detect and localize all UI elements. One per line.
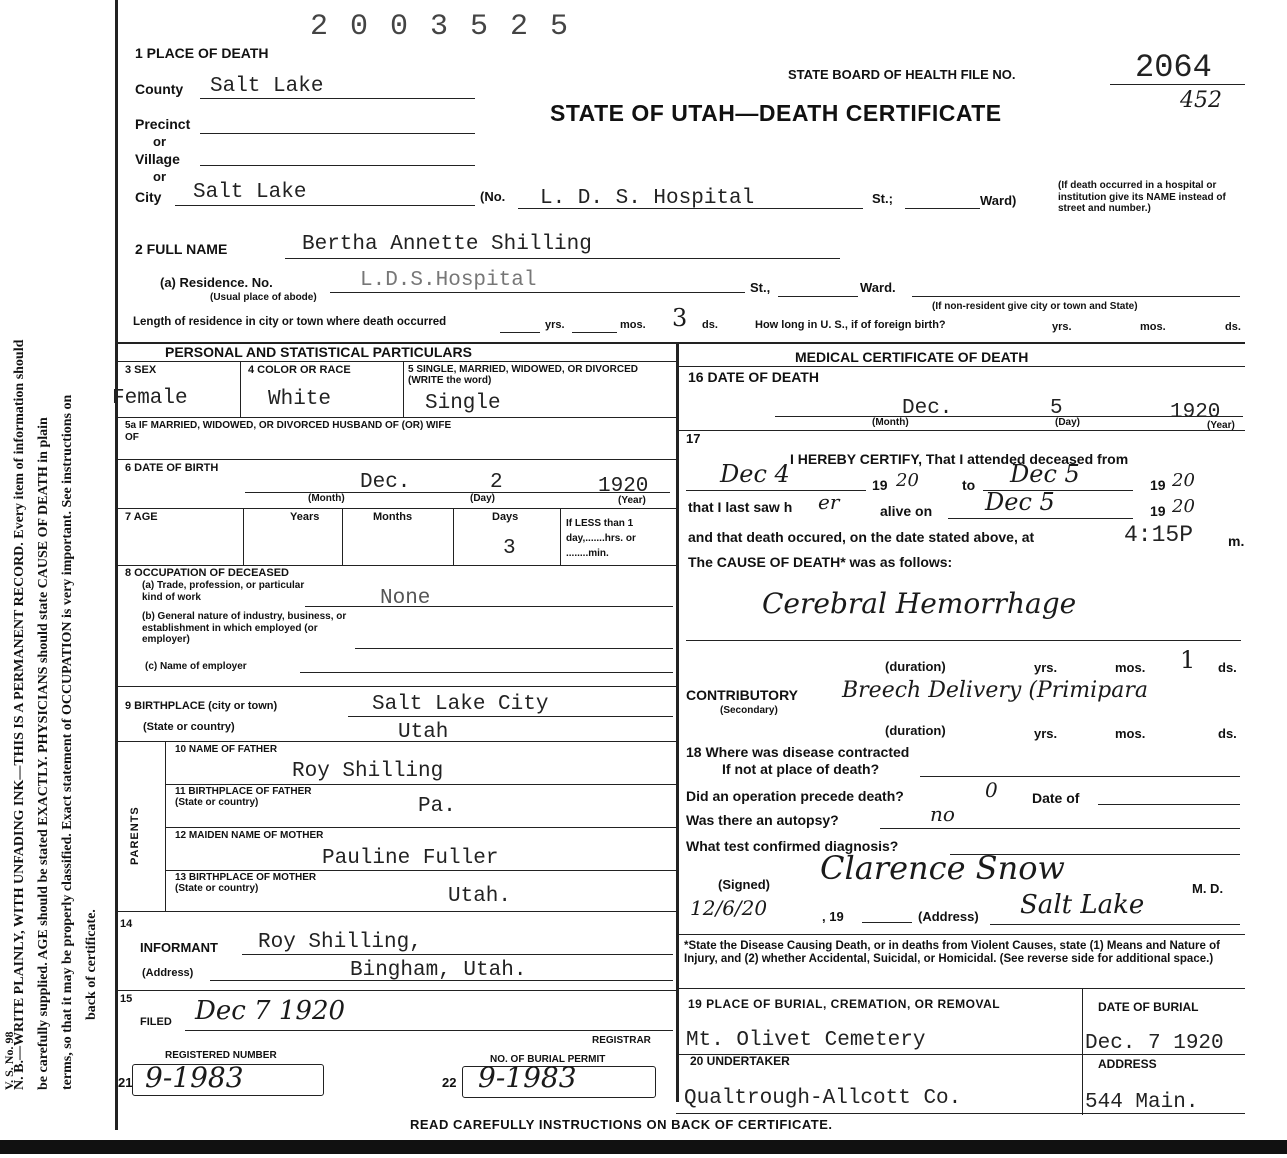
length-yrs-line — [500, 332, 540, 333]
row-rule-8 — [165, 827, 676, 828]
certify-number: 17 — [686, 431, 701, 446]
full-name-value: Bertha Annette Shilling — [302, 233, 592, 256]
file-no-value: 2064 — [1135, 49, 1212, 86]
employer-label: (c) Name of employer — [145, 661, 247, 672]
mother-name-value: Pauline Fuller — [322, 847, 499, 870]
last-saw-pronoun: er — [818, 490, 840, 514]
informant-value: Roy Shilling, — [258, 931, 422, 954]
date-of-death-label: 16 DATE OF DEATH — [688, 369, 819, 385]
death-day-cap: (Day) — [1055, 417, 1081, 428]
ward-line — [905, 208, 980, 209]
md-label: M. D. — [1192, 881, 1224, 896]
margin-instructions-1: N. B.—WRITE PLAINLY, WITH UNFADING INK—THIS IS A PERMANENT RECORD. Every item of information should — [12, 339, 27, 1090]
burial-place-label: 19 PLACE OF BURIAL, CREMATION, OR REMOVAL — [688, 997, 1001, 1011]
filed-label: FILED — [140, 1016, 172, 1028]
burial-divider — [1082, 988, 1083, 1115]
last-saw-label: that I last saw h — [688, 499, 793, 515]
physician-address-value: Salt Lake — [1020, 890, 1145, 920]
occupation-b-line — [355, 648, 673, 649]
alive-on-value: Dec 5 — [985, 488, 1055, 516]
informant-label: INFORMANT — [140, 940, 218, 955]
residence-ward-label: Ward. — [860, 280, 896, 295]
foreign-birth-label: How long in U. S., if of foreign birth? — [755, 319, 946, 331]
age-divider-4 — [560, 508, 561, 565]
registrar-label: REGISTRAR — [592, 1035, 651, 1046]
street-no-label: (No. — [480, 189, 506, 204]
death-day-value: 5 — [1050, 397, 1063, 420]
personal-section-title: PERSONAL AND STATISTICAL PARTICULARS — [165, 344, 472, 360]
death-time-value: 4:15P — [1124, 522, 1194, 548]
spouse-label: 5a IF MARRIED, WIDOWED, OR DIVORCED HUSBAND OF (OR) WIFE OF — [125, 420, 452, 443]
from-line — [686, 490, 866, 491]
footer-instructions: READ CAREFULLY INSTRUCTIONS ON BACK OF CERTIFICATE. — [410, 1117, 833, 1132]
full-name-line — [285, 258, 840, 259]
death-year-cap: (Year) — [1207, 420, 1235, 431]
row-rule-5 — [115, 686, 676, 687]
medical-rule-1 — [676, 430, 1245, 431]
age-years-cap: Years — [290, 511, 320, 523]
operation-value: 0 — [985, 778, 998, 802]
attended-from-value: Dec 4 — [720, 460, 790, 488]
occupation-label: 8 OCCUPATION OF DECEASED — [125, 567, 289, 579]
residence-street-line — [778, 296, 858, 297]
village-label: Village — [135, 151, 180, 167]
cause-yrs-label: yrs. — [1034, 660, 1058, 675]
mother-birthplace-value: Utah. — [448, 885, 512, 908]
margin-instructions-2: be carefully supplied. AGE should be stated EXACTLY. PHYSICIANS should state CAUSE OF DEATH in plain — [36, 417, 51, 1090]
street-line — [518, 208, 863, 209]
signed-year-line — [862, 922, 912, 923]
informant-address-label: (Address) — [142, 967, 194, 979]
margin-instructions-4: back of certificate. — [84, 909, 99, 1020]
city-value: Salt Lake — [193, 181, 307, 204]
father-name-label: 10 NAME OF FATHER — [175, 744, 278, 755]
medical-title-rule — [676, 366, 1245, 367]
contrib-yrs-label: yrs. — [1034, 726, 1058, 741]
medical-section-title: MEDICAL CERTIFICATE OF DEATH — [795, 349, 1029, 365]
length-of-residence-label: Length of residence in city or town where death occurred — [133, 316, 447, 328]
medical-rule-3 — [676, 988, 1245, 989]
certificate-title: STATE OF UTAH—DEATH CERTIFICATE — [550, 100, 1002, 126]
mother-name-label: 12 MAIDEN NAME OF MOTHER — [175, 830, 324, 841]
operation-label: Did an operation precede death? — [686, 788, 904, 804]
ward-label: Ward) — [980, 193, 1017, 208]
medical-rule-5 — [676, 1113, 1245, 1114]
stamp-number: 2 0 0 3 5 2 5 — [310, 10, 571, 44]
place-of-death-label: 1 PLACE OF DEATH — [135, 45, 269, 61]
footnote: *State the Disease Causing Death, or in deaths from Violent Causes, state (1) Means and Nature of Injury, and (2) whether Accidental, Suicidal, or Homicidal. (See reverse side for additional space.) — [684, 940, 1220, 965]
physician-address-line — [990, 924, 1240, 925]
permit-field-number: 22 — [442, 1075, 457, 1090]
row-rule-11 — [115, 990, 676, 991]
to-year-value: 20 — [1172, 470, 1195, 491]
contrib-mos-label: mos. — [1115, 726, 1146, 741]
burial-permit-label: NO. OF BURIAL PERMIT — [490, 1054, 606, 1065]
county-value: Salt Lake — [210, 75, 324, 98]
m-label: m. — [1228, 533, 1245, 549]
certify-statement: I HEREBY CERTIFY, That I attended deceased from — [790, 451, 1129, 467]
residence-label: (a) Residence. No. — [160, 275, 273, 290]
length-mos-label: mos. — [620, 319, 646, 331]
color-label: 4 COLOR OR RACE — [248, 364, 351, 376]
residence-ward-line — [912, 296, 1240, 297]
row-rule-1 — [115, 417, 676, 418]
file-no-label: STATE BOARD OF HEALTH FILE NO. — [788, 67, 1016, 82]
residence-value: L.D.S.Hospital — [360, 269, 537, 292]
signed-19-label: , 19 — [822, 909, 844, 924]
contributory-value: Breech Delivery (Primipara — [842, 678, 1148, 703]
dob-year-cap: (Year) — [618, 495, 646, 506]
length-yrs-label: yrs. — [545, 319, 565, 331]
burial-date-value: Dec. 7 1920 — [1085, 1032, 1224, 1055]
to-19-label: 19 — [1150, 477, 1166, 493]
file-sub-value: 452 — [1180, 88, 1222, 113]
county-line — [200, 98, 475, 99]
father-birthplace-value: Pa. — [418, 795, 456, 818]
registered-number-value: 9-1983 — [145, 1061, 244, 1094]
age-divider-3 — [453, 508, 454, 565]
where-sub-label: If not at place of death? — [722, 761, 880, 777]
hospital-note: (If death occurred in a hospital or institution give its NAME instead of street and number.) — [1058, 180, 1226, 214]
city-line — [175, 205, 475, 206]
contrib-days-label: ds. — [1218, 726, 1237, 741]
sex-value: Female — [112, 387, 188, 410]
filed-number: 15 — [120, 993, 133, 1005]
attended-to-value: Dec 5 — [1010, 460, 1080, 488]
parents-divider — [165, 741, 166, 911]
or-label-2: or — [153, 169, 166, 184]
from-19-label: 19 — [872, 477, 888, 493]
occupation-b-label: (b) General nature of industry, business, or establishment in which employed (or employer) — [142, 611, 347, 645]
personal-title-rule — [115, 361, 676, 362]
burial-date-label: DATE OF BURIAL — [1098, 1000, 1199, 1014]
alive-year-value: 20 — [1172, 496, 1195, 517]
color-divider — [403, 361, 404, 417]
signed-label: (Signed) — [718, 877, 770, 892]
autopsy-value: no — [930, 802, 955, 826]
informant-number: 14 — [120, 918, 133, 930]
cause-days-value: 1 — [1180, 646, 1196, 674]
where-contracted-label: 18 Where was disease contracted — [686, 744, 910, 760]
filed-value: Dec 7 1920 — [195, 996, 346, 1026]
occupation-a-label: (a) Trade, profession, or particular kind of work — [142, 580, 305, 603]
row-rule-10 — [115, 911, 676, 912]
filed-line — [185, 1030, 673, 1031]
employer-line — [300, 672, 673, 673]
death-year-value: 1920 — [1170, 401, 1221, 424]
residence-line — [330, 292, 745, 293]
age-divider-1 — [243, 508, 244, 565]
residence-sub: (Usual place of abode) — [210, 292, 317, 303]
contributory-label: CONTRIBUTORY — [686, 687, 798, 703]
foreign-mos-label: mos. — [1140, 321, 1166, 333]
marital-value: Single — [425, 392, 501, 415]
county-label: County — [135, 81, 184, 97]
cause-duration-label: (duration) — [885, 659, 946, 674]
precinct-label: Precinct — [135, 116, 191, 132]
burial-place-value: Mt. Olivet Cemetery — [686, 1029, 926, 1052]
sex-label: 3 SEX — [125, 364, 157, 376]
cause-line — [686, 640, 1241, 641]
street-label: St.; — [872, 191, 893, 206]
sex-divider — [240, 361, 241, 417]
residence-street-label: St., — [750, 280, 771, 295]
dob-day-cap: (Day) — [470, 493, 496, 504]
dob-year-value: 1920 — [598, 475, 649, 498]
undertaker-label: 20 UNDERTAKER — [690, 1054, 790, 1068]
dob-month-value: Dec. — [360, 471, 411, 494]
age-months-cap: Months — [373, 511, 413, 523]
row-rule-6 — [115, 741, 676, 742]
bottom-edge — [0, 1140, 1287, 1154]
birthplace-label: 9 BIRTHPLACE (city or town) — [125, 700, 278, 712]
or-label: or — [153, 134, 166, 149]
birthplace-city-value: Salt Lake City — [372, 693, 549, 716]
birthplace-state-label: (State or country) — [143, 721, 235, 733]
cause-days-label: ds. — [1218, 660, 1237, 675]
to-label: to — [962, 477, 976, 493]
birthplace-state-value: Utah — [398, 721, 449, 744]
father-name-value: Roy Shilling — [292, 760, 444, 783]
secondary-label: (Secondary) — [720, 705, 778, 716]
age-divider-2 — [342, 508, 343, 565]
cause-label: The CAUSE OF DEATH* was as follows: — [688, 554, 953, 570]
row-rule-4 — [115, 565, 676, 566]
from-year-value: 20 — [896, 470, 919, 491]
physician-address-label: (Address) — [918, 909, 979, 924]
alive-on-label: alive on — [880, 503, 933, 519]
marital-label: 5 SINGLE, MARRIED, WIDOWED, OR DIVORCED (WRITE the word) — [408, 364, 639, 386]
row-rule-7 — [165, 784, 676, 785]
alive-line — [948, 518, 1133, 519]
full-name-label: 2 FULL NAME — [135, 241, 228, 257]
form-number: V. S. No. 98 — [2, 1031, 16, 1090]
less-than-day-label: If LESS than 1 day,.......hrs. or ........min. — [566, 518, 636, 559]
length-mos-line — [572, 332, 617, 333]
alive-19-label: 19 — [1150, 503, 1166, 519]
operation-date-label: Date of — [1032, 790, 1080, 806]
contrib-duration-label: (duration) — [885, 723, 946, 738]
dob-label: 6 DATE OF BIRTH — [125, 462, 219, 474]
dob-day-value: 2 — [490, 471, 503, 494]
dob-month-cap: (Month) — [308, 493, 345, 504]
length-days-label: ds. — [702, 319, 718, 331]
registered-field-number: 21 — [118, 1075, 133, 1090]
age-label: 7 AGE — [125, 511, 158, 523]
nonresident-note: (If non-resident give city or town and State) — [932, 301, 1138, 312]
autopsy-label: Was there an autopsy? — [686, 812, 839, 828]
occupation-value: None — [380, 587, 431, 610]
registered-number-label: REGISTERED NUMBER — [165, 1050, 277, 1061]
informant-line — [242, 954, 673, 955]
row-rule-9 — [165, 870, 676, 871]
mother-birthplace-label: 13 BIRTHPLACE OF MOTHER (State or country) — [175, 872, 317, 894]
death-month-cap: (Month) — [872, 417, 909, 428]
color-value: White — [268, 388, 332, 411]
street-no-value: L. D. S. Hospital — [540, 187, 755, 210]
undertaker-address-value: 544 Main. — [1085, 1091, 1199, 1114]
where-line — [920, 776, 1240, 777]
margin-instructions-3: terms, so that it may be properly classified. Exact statement of OCCUPATION is very important. See instructions on — [60, 394, 75, 1090]
medical-rule-2 — [676, 934, 1245, 935]
death-occured-label: and that death occured, on the date stated above, at — [688, 529, 1035, 545]
age-days-value: 3 — [503, 537, 516, 560]
autopsy-line — [880, 828, 1240, 829]
length-days-value: 3 — [672, 304, 688, 332]
village-line — [200, 165, 475, 166]
death-date-line — [775, 416, 1243, 417]
informant-address-line — [210, 980, 673, 981]
undertaker-address-label: ADDRESS — [1098, 1057, 1157, 1071]
burial-permit-value: 9-1983 — [478, 1061, 577, 1094]
file-no-line — [1110, 84, 1245, 85]
precinct-line — [200, 133, 475, 134]
test-label: What test confirmed diagnosis? — [686, 838, 899, 854]
occupation-a-line — [305, 606, 673, 607]
age-days-cap: Days — [492, 511, 519, 523]
city-label: City — [135, 189, 162, 205]
cause-mos-label: mos. — [1115, 660, 1146, 675]
operation-date-line — [1098, 804, 1240, 805]
father-birthplace-label: 11 BIRTHPLACE OF FATHER (State or country) — [175, 786, 312, 808]
row-rule-3 — [115, 508, 676, 509]
signed-date-value: 12/6/20 — [690, 896, 768, 920]
foreign-yrs-label: yrs. — [1052, 321, 1072, 333]
undertaker-value: Qualtrough-Allcott Co. — [684, 1087, 962, 1110]
physician-signature: Clarence Snow — [820, 849, 1065, 887]
foreign-days-label: ds. — [1225, 321, 1241, 333]
cause-value: Cerebral Hemorrhage — [762, 587, 1077, 620]
row-rule-2 — [115, 459, 676, 460]
informant-address-value: Bingham, Utah. — [350, 959, 527, 982]
death-month-value: Dec. — [902, 397, 953, 420]
birthplace-city-line — [348, 716, 673, 717]
parents-label: PARENTS — [129, 806, 141, 865]
